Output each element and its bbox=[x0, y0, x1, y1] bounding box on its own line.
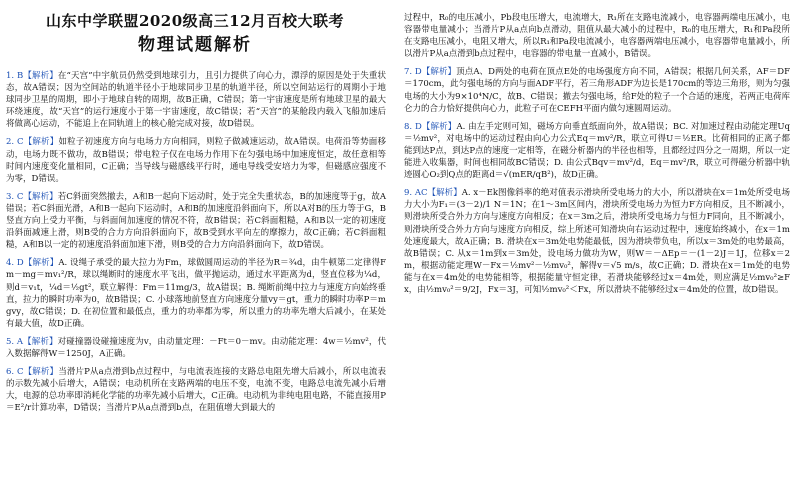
solution-label: 5. A【解析】 bbox=[6, 336, 58, 347]
solution-paragraph bbox=[404, 187, 790, 296]
solution-text: 顶点A、D两处的电荷在顶点E处的电场强度方向不同，A错误；根据几何关系，AF＝DF＝170cm，此匀强电场的方向与面ADF平行，若三角形ADF为边长是170cm的等边三角形，则为匀强电场的大小为9×10⁴N/C，故B、C错误；撤去匀强电场，给F处的粒子一个合适的速度，若两正电荷库仑力的合力恰好提供向心力，此粒子可在CEFH平面内做匀速圆周运动。 bbox=[404, 67, 790, 114]
solution-text: A. x－Ek图像斜率的绝对值表示滑块所受电场力的大小，所以滑块在x＝1m处所受电场力大小为F₁＝(3－2)/1 N＝1N；在1～3m区间内，滑块所受电场力为恒力F方向相反，且不断减小，则滑块所受合外力方向与速度方向相反；在x＝3m之后，滑块所受电场力与恒力F同向，且不断减小，则滑块所受合外力方向与速度方向相反，综上所述可知滑块向右运动过程中，速度始终减小，在x＝1m处速度最大，故A正确；B. 滑块在x＝3m处电势能最低，因为滑块带负电，所以x＝3m处的电势最高，故B错误；C. 从x＝1m到x＝3m处，设电场力做功为W，则W＝－ΔEp＝－(1－2)J＝1J，位移x＝2m，根据动能定理W－Fx＝½mv²－½mv₀²，解得v＝√5 m/s，故C正确；D. 滑块在x＝1m处的电势能与在x＝4m处的电势能相等，根据能量守恒定律，若滑块能够经过x＝4m处，则应满足½mv₀²≥Fx，由½mv₀²＝9/2J，Fx＝3J，可知½mv₀²＜Fx，所以滑块不能够经过x＝4m处的位置，故D错误。 bbox=[404, 188, 790, 295]
solution-paragraph bbox=[6, 336, 386, 360]
solution-paragraph bbox=[6, 191, 386, 251]
solution-text: A. 由左手定则可知，磁场方向垂直纸面向外，故A错误；BC. 对加速过程由动能定理Uq＝½mv²，对电场中的运动过程由向心力公式Eq＝mv²/R，联立可得U＝½ER。比荷相同的正离子都能到达P点，到达P点的速度一定相等，在磁分析器内的半径也相等，且都经过四分之一周期，所以一定能进入收集器，时间也相同故BC错误；D. 由公式Bqv＝mv²/d，Eq＝mv²/R，联立可得磁分析器中轨迹圆心O₂到Q点的距离d＝√(mER/qB²)，故D正确。 bbox=[404, 121, 790, 181]
left-column-text bbox=[0, 70, 390, 414]
solution-label: 4. D【解析】 bbox=[6, 258, 59, 269]
solution-label: 1. B【解析】 bbox=[6, 71, 58, 81]
title-block bbox=[0, 0, 390, 58]
solution-text: 对碰撞器设碰撞速度为v，由动量定理：－Ft＝0－mv。由动能定理：4w＝½mv²，代入数据解得W＝1250J，A正确。 bbox=[6, 336, 386, 359]
solution-label: 9. AC【解析】 bbox=[404, 188, 462, 199]
solution-paragraph bbox=[404, 121, 790, 181]
solution-label: 7. D【解析】 bbox=[404, 67, 457, 78]
solution-paragraph bbox=[6, 366, 386, 414]
solution-text: 如粒子初速度方向与电场力方向相同，则粒子做减速运动，故A错误。电荷沿等势面移动，电场力既不做功，故B错误；带电粒子仅在电场力作用下在匀强电场中加速度恒定，故任意相等时间内速度变化量相同，C正确；当导线与磁感线平行时，通电导线受安培力为零，但磁感应强度不为零，D错误。 bbox=[6, 137, 386, 184]
document-subtitle: 物理试题解析 bbox=[138, 35, 252, 55]
solution-text: 在“天宫”中宇航员仍然受到地球引力，且引力提供了向心力，漂浮的原因是处于失重状态，故A错误；因为空间站的轨道半径小于地球同步卫星的轨道半径，所以空间站运行的周期小于地球同步卫星的周期，即小于地球自转的周期，故B正确，C错误；第一宇宙速度是所有地球卫星的最大环绕速度，故“天宫”的运行速度小于第一宇宙速度，故C错误；若“天宫”的某舱段内载入飞船加速后将做离心运动，不能追上在同轨道上的核心舱完成对接，故D错误。 bbox=[6, 71, 386, 130]
solution-label: 3. C【解析】 bbox=[6, 191, 58, 202]
solution-paragraph bbox=[6, 136, 386, 184]
solution-label: 6. C【解析】 bbox=[6, 367, 59, 378]
solution-text: A. 设绳子承受的最大拉力为Fm，球做圆周运动的半径为R＝¾d，由牛顿第二定律得Fm－mg＝mv₁²/R，球以绳断时的速度水平飞出，做平抛运动，通过水平距离为d，竖直位移为¼d，则d＝v₁t，¼d＝½gt²，联立解得：Fm＝11mg/3，故A错误；B. 绳断前绳中拉力与速度方向始终垂直，拉力的瞬时功率为0，故B错误；C. 小球落地前竖直方向速度分量vy＝gt，重力的瞬时功率P＝mgvy，故C错误；D. 在初位置和最低点，重力的功率都为零，所以重力的功率先增大后减小，在某处有最大值，故D正确。 bbox=[6, 258, 386, 329]
solution-paragraph bbox=[6, 70, 386, 130]
solution-paragraph bbox=[6, 257, 386, 330]
document-title: 山东中学联盟2020级高三12月百校大联考 bbox=[45, 12, 345, 30]
solution-text: 当滑片P从a点滑到b点过程中，与电流表连接的支路总电阻先增大后减小，所以电流表的示数先减小后增大，A错误；电动机所在支路两端的电压不变，电流不变，电路总电流先减小后增大，电源的总功率即消耗化学能的功率先减小后增大，C正确。电动机为非纯电阻电路，不能直接用P＝E²/r计算功率，D错误；当滑片P从a点滑到b点，在阻值增大到最大的 bbox=[6, 367, 386, 414]
solution-text: 过程中，R₀的电压减小，Pb段电压增大，电流增大，R₁所在支路电流减小，电容器两端电压减小，电容器带电量减小；当滑片P从a点向b点滑动，阻值从最大减小的过程中，R₀的电压增大，R₁和Pa段所在支路电压减小，电阻又增大，所以R₁和Pa段电流减小，电容器两端电压减小，电容器带电量减小，所以滑片P从a点滑到b点过程中，电容器的带电量一直减小，B错误。 bbox=[404, 13, 790, 60]
solution-label: 2. C【解析】 bbox=[6, 137, 59, 148]
left-column bbox=[0, 0, 390, 503]
solution-text: 若C斜面突然撤去，A和B一起向下运动时，处于完全失重状态，B的加速度等于g，故A错误；若C斜面光滑，A和B一起向下运动时，A和B的加速度沿斜面向下，所以A对B的压力等于G，B竖直方向上受力平衡，与斜面间加速度的情况不符，故B错误；若C斜面粗糙，A和B以一定的初速度沿斜面减速上滑，则B受的合力方向沿斜面向下，故B受到水平向左的摩擦力，故C正确；若C斜面粗糙，A和B以一定的初速度沿斜面加速下滑，则B受的合力方向沿斜面向下，故D错误。 bbox=[6, 191, 386, 251]
solution-paragraph bbox=[404, 66, 790, 114]
right-column bbox=[398, 0, 794, 503]
solution-paragraph bbox=[404, 12, 790, 60]
right-column-text bbox=[398, 0, 794, 296]
solution-label: 8. D【解析】 bbox=[404, 121, 457, 132]
